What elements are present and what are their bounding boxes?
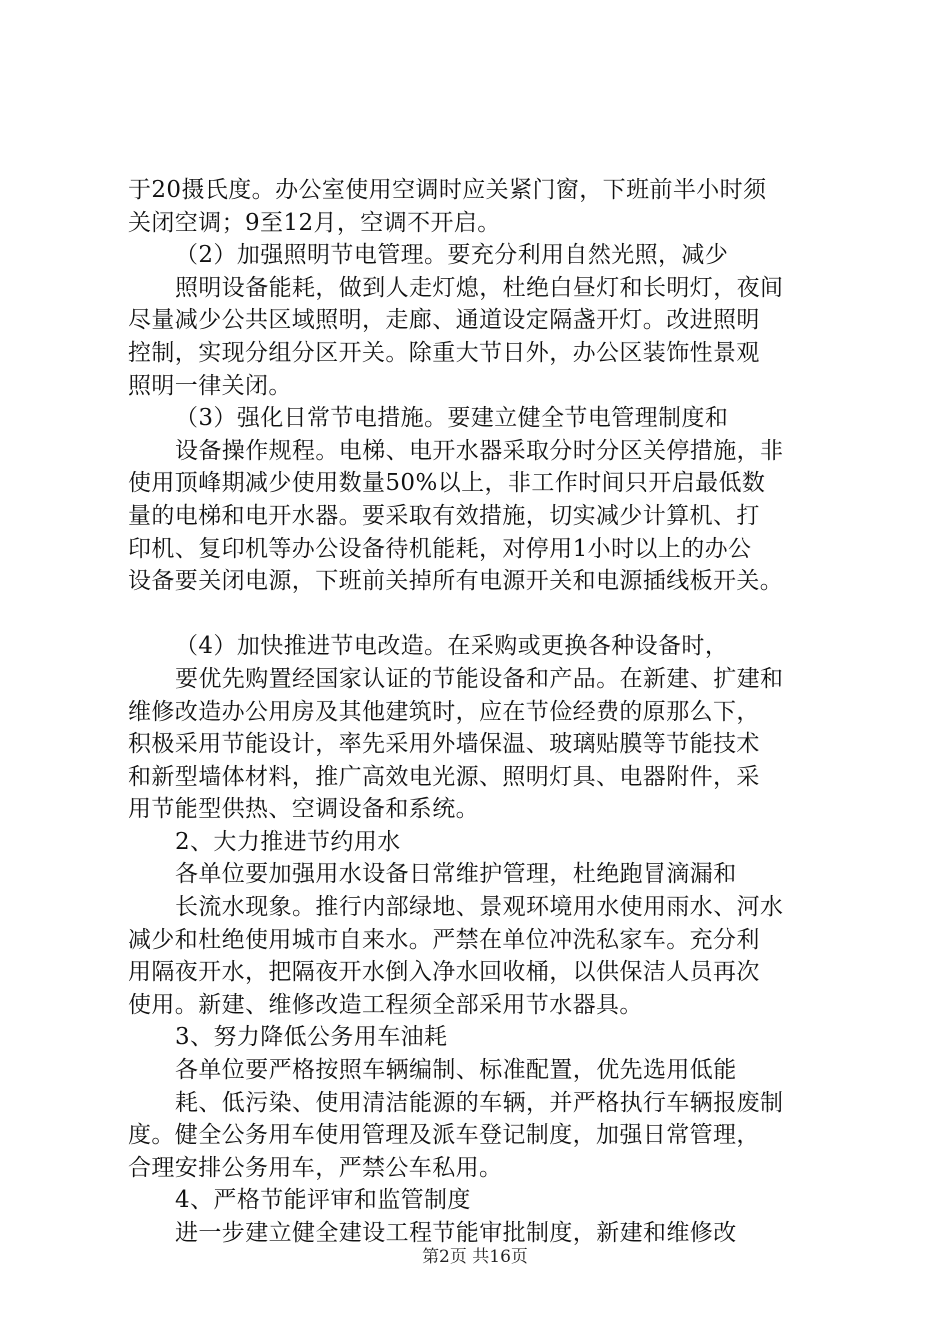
text-line: 设备要关闭电源，下班前关掉所有电源开关和电源插线板开关。	[128, 568, 784, 595]
text-line: 使用顶峰期减少使用数量50%以上，非工作时间只开启最低数	[128, 470, 766, 497]
text-line: 要优先购置经国家认证的节能设备和产品。在新建、扩建和	[175, 665, 784, 692]
document-body	[128, 174, 848, 1250]
text-line: 于20摄氏度。办公室使用空调时应关紧门窗，下班前半小时须	[128, 177, 767, 203]
text-line: 和新型墙体材料，推广高效电光源、照明灯具、电器附件，采	[128, 763, 760, 790]
paragraph-heading: （4）加快推进节电改造。在采购或更换各种设备时，	[175, 633, 729, 660]
text-line: 度。健全公务用车使用管理及派车登记制度，加强日常管理，	[128, 1122, 760, 1149]
section-heading: 2、大力推进节约用水	[175, 828, 401, 855]
text-line: 长流水现象。推行内部绿地、景观环境用水使用雨水、河水	[175, 894, 784, 921]
text-line: 印机、复印机等办公设备待机能耗，对停用1小时以上的办公	[128, 535, 752, 562]
text-line: 照明设备能耗，做到人走灯熄，杜绝白昼灯和长明灯，夜间	[175, 274, 784, 301]
text-line: 进一步建立健全建设工程节能审批制度，新建和维修改	[175, 1220, 737, 1246]
section-heading: 3、努力降低公务用车油耗	[175, 1024, 448, 1051]
text-line: 减少和杜绝使用城市自来水。严禁在单位冲洗私家车。充分利	[128, 926, 760, 953]
text-line: 用隔夜开水，把隔夜开水倒入净水回收桶，以供保洁人员再次	[128, 959, 760, 986]
text-line: 尽量减少公共区域照明，走廊、通道设定隔盏开灯。改进照明	[128, 307, 760, 334]
text-line: 设备操作规程。电梯、电开水器采取分时分区关停措施，非	[175, 437, 784, 464]
paragraph-heading: （2）加强照明节电管理。要充分利用自然光照，减少	[175, 242, 729, 269]
text-line: 量的电梯和电开水器。要采取有效措施，切实减少计算机、打	[128, 502, 760, 529]
section-heading: 4、严格节能评审和监管制度	[175, 1187, 471, 1214]
text-line: 关闭空调；9至12月，空调不开启。	[128, 209, 501, 236]
paragraph-gap	[128, 598, 848, 631]
text-line: 照明一律关闭。	[128, 372, 292, 399]
text-line: 各单位要严格按照车辆编制、标准配置，优先选用低能	[175, 1057, 737, 1084]
text-line: 耗、低污染、使用清洁能源的车辆，并严格执行车辆报废制	[175, 1089, 784, 1116]
paragraph-heading: （3）强化日常节电措施。要建立健全节电管理制度和	[175, 405, 729, 432]
text-line: 积极采用节能设计，率先采用外墙保温、玻璃贴膜等节能技术	[128, 731, 760, 758]
page-footer: 第2页 共16页	[422, 1247, 528, 1267]
text-line: 用节能型供热、空调设备和系统。	[128, 796, 479, 823]
text-line: 维修改造办公用房及其他建筑时，应在节俭经费的原那么下，	[128, 698, 760, 725]
text-line: 各单位要加强用水设备日常维护管理，杜绝跑冒滴漏和	[175, 861, 737, 888]
text-line: 控制，实现分组分区开关。除重大节日外，办公区装饰性景观	[128, 339, 760, 366]
text-line: 合理安排公务用车，严禁公车私用。	[128, 1154, 503, 1181]
text-line: 使用。新建、维修改造工程须全部采用节水器具。	[128, 991, 643, 1018]
